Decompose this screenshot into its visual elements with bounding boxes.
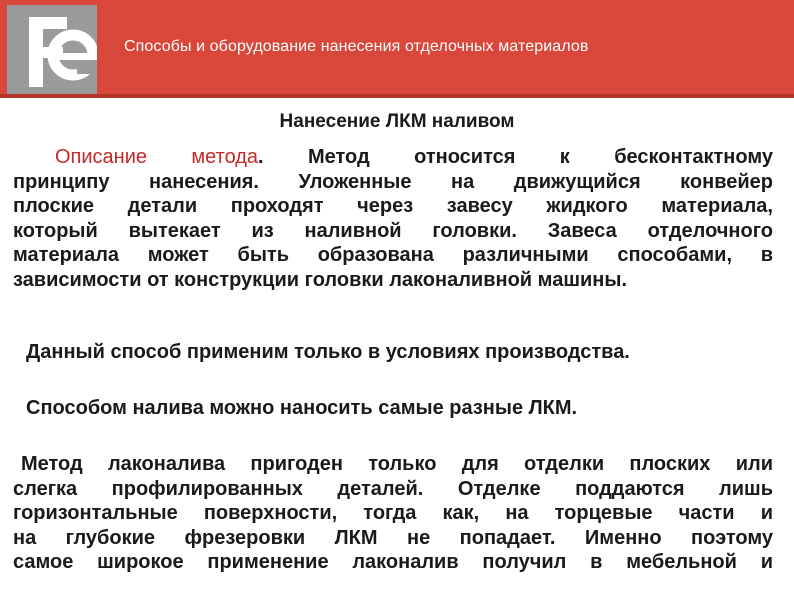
method-description-label: Описание метода — [55, 146, 259, 168]
paragraph-line: зависимости от конструкции головки лаконаливной машины. — [13, 268, 627, 291]
paragraph-line: Метод лаконалива пригоден только для отделки плоских или — [21, 453, 773, 475]
slide-heading: Нанесение ЛКМ наливом — [279, 111, 515, 132]
paragraph-line: принципу нанесения. Уложенные на движущийся конвейер — [13, 170, 773, 193]
logo — [7, 5, 97, 96]
presentation-title: Способы и оборудование нанесения отделочных материалов — [124, 38, 589, 55]
fe-logo-icon — [7, 5, 97, 96]
paragraph-line: горизонтальные поверхности, тогда как, на торцевые части и — [13, 502, 773, 525]
paragraph-line: слегка профилированных деталей. Отделке поддаются лишь — [13, 477, 773, 500]
paragraph-line: материала может быть образована различными способами, в — [13, 244, 773, 267]
method-limitation-paragraph — [13, 452, 773, 575]
header-banner — [0, 0, 794, 98]
paragraph-line: на глубокие фрезеровки ЛКМ не попадает. Именно поэтому — [13, 526, 773, 549]
method-description-paragraph — [13, 145, 773, 293]
paragraph-line: самое широкое применение лаконалив получил в мебельной и — [13, 551, 773, 574]
production-only-paragraph: Данный способ применим только в условиях производства. — [26, 341, 630, 363]
paragraph-line: плоские детали проходят через завесу жидкого материала, — [13, 195, 773, 218]
paragraph-text: . Метод относится к бесконтактному — [258, 146, 773, 168]
paragraph-line: который вытекает из наливной головки. Завеса отделочного — [13, 219, 773, 242]
paragraph-line — [13, 145, 773, 170]
any-lkm-paragraph: Способом налива можно наносить самые разные ЛКМ. — [26, 397, 578, 419]
